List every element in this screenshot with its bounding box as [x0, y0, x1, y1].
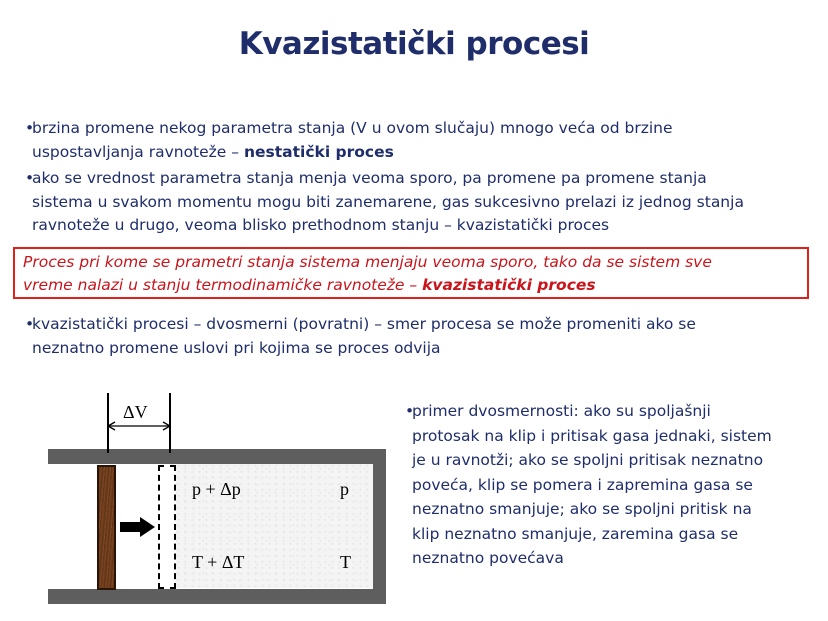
p3-line2: neznatno promene uslovi pri kojima se proces odvija: [32, 338, 441, 357]
p4-line6: klip neznatno smanjuje, zaremina gasa se: [412, 524, 739, 543]
label-t-plus-dt: T + ΔT: [192, 552, 245, 572]
bullet-quasistatic-def: [25, 167, 822, 238]
cylinder-end-wall: [373, 449, 386, 604]
bullet-mark: •: [25, 119, 35, 137]
p4-line7: neznatno povećava: [412, 549, 564, 567]
push-arrow-icon: [120, 517, 156, 537]
displaced-piston-outline: [158, 465, 176, 589]
label-p-plus-dp: p + Δp: [192, 479, 241, 499]
bullet-mark: •: [25, 169, 35, 187]
cylinder-top-wall: [48, 449, 386, 464]
term-quasistatic: kvazistatički proces: [422, 276, 596, 294]
p4-line3: je u ravnotži; ako se spoljni pritisak neznatno: [412, 451, 764, 469]
p4-line1: primer dvosmernosti: ako su spoljašnji: [412, 402, 711, 420]
definition-line1: Proces pri kome se prametri stanja sistema menjaju veoma sporo, tako da se sistem sve: [23, 253, 712, 271]
p2-line1: ako se vrednost parametra stanja menja veoma sporo, pa promene pa promene stanja: [32, 169, 707, 187]
p4-line5: neznatno smanjuje; ako se spoljni pritisk na: [412, 500, 752, 518]
p2-line2: sistema u svakom momentu mogu biti zanemarene, gas sukcesivno prelazi iz jednog stanja: [32, 192, 744, 211]
bullet-mark: •: [25, 315, 35, 333]
p1-line1: brzina promene nekog parametra stanja (V u ovom slučaju) mnogo veća od brzine: [32, 119, 673, 137]
p4-line2: protosak na klip i pritisak gasa jednaki, sistem: [412, 426, 772, 445]
p3-line1: kvazistatički procesi – dvosmerni (povratni) – smer procesa se može promeniti ako se: [32, 315, 696, 333]
p4-line4: poveća, klip se pomera i zapremina gasa se: [412, 475, 753, 494]
p2-line3: ravnoteže u drugo, veoma blisko prethodnom stanju – kvazistatički proces: [32, 216, 610, 234]
cylinder-bottom-wall: [48, 589, 386, 604]
label-t: T: [340, 552, 351, 572]
definition-line2: vreme nalazi u stanju termodinamičke ravnoteže – kvazistatički proces: [23, 276, 596, 294]
p1-line2: uspostavljanja ravnoteže – nestatički proces: [32, 142, 394, 161]
delta-v-label: ΔV: [123, 402, 148, 422]
bullet-mark: •: [405, 402, 415, 420]
piston: [97, 465, 116, 590]
bullet-reversible: [25, 313, 822, 360]
bullet-nonstatic: [25, 117, 822, 164]
term-nonstatic: nestatički proces: [243, 142, 394, 161]
bullet-reversibility-example: [405, 399, 822, 571]
definition-box: [13, 247, 809, 299]
slide-title: Kvazistatički procesi: [238, 26, 590, 62]
label-p: p: [340, 479, 349, 499]
